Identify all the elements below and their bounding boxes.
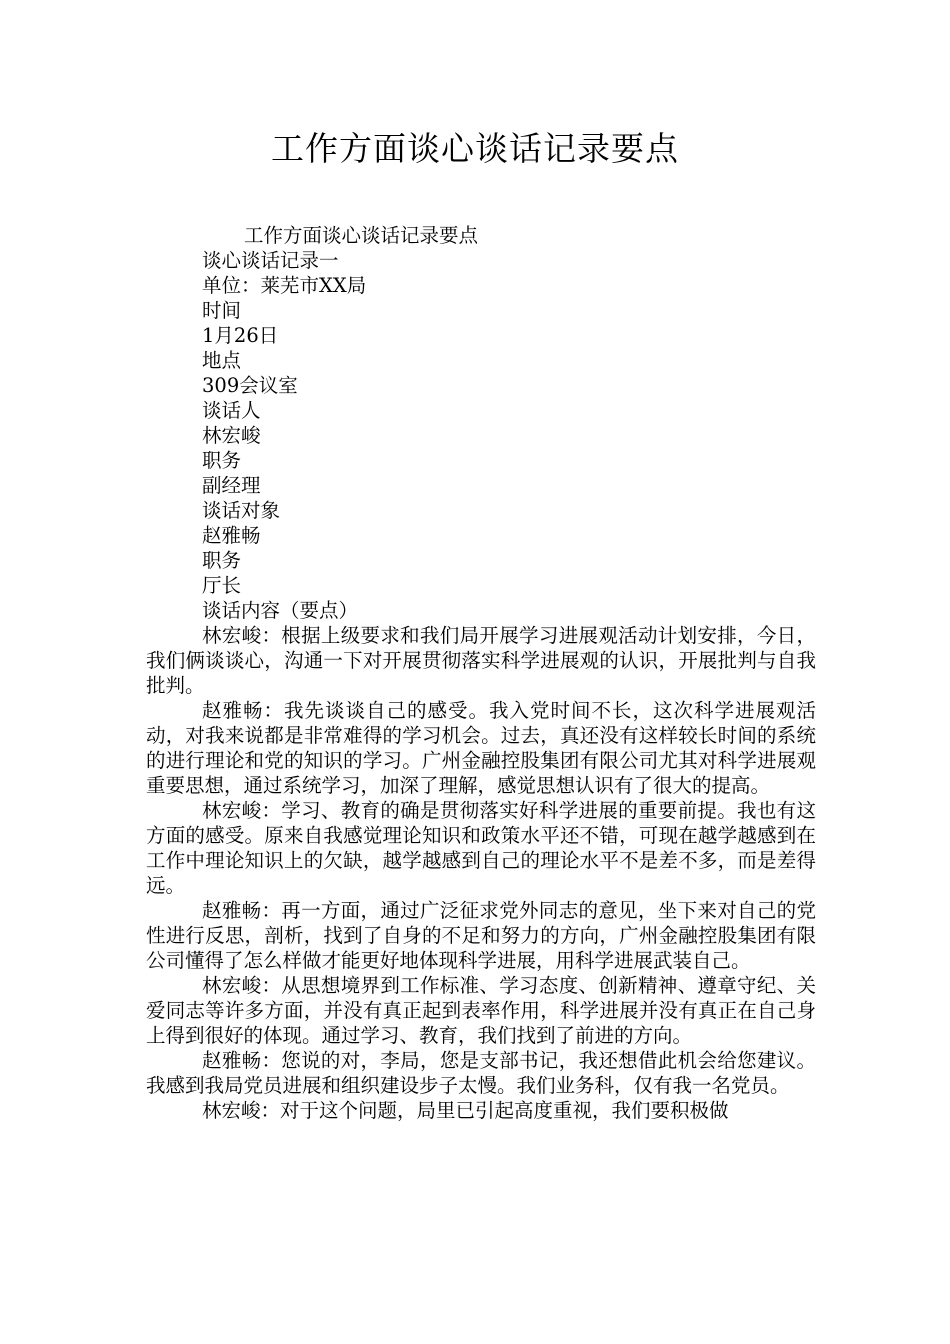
interviewer-position-value: 副经理 — [202, 474, 261, 497]
dialogue-paragraph: 林宏峻：学习、教育的确是贯彻落实好科学进展的重要前提。我也有这方面的感受。原来自我感觉理论知识和政策水平还不错，可现在越学越感到在工作中理论知识上的欠缺，越学越感到自己的理论水平不是差不多，而是差得远。 — [146, 799, 816, 897]
interviewer-position-label: 职务 — [202, 449, 242, 472]
interviewer-value: 林宏峻 — [202, 424, 261, 447]
location-value: 309会议室 — [202, 374, 298, 397]
dialogue-paragraph: 赵雅畅：您说的对，李局，您是支部书记，我还想借此机会给您建议。我感到我局党员进展和组织建设步子太慢。我们业务科，仅有我一名党员。 — [146, 1049, 816, 1097]
content-heading: 谈话内容（要点） — [202, 599, 359, 622]
interviewer-label: 谈话人 — [202, 399, 261, 422]
interviewee-position-value: 厅长 — [202, 574, 242, 597]
record-heading: 谈心谈话记录一 — [202, 249, 339, 272]
unit-field: 单位：莱芜市XX局 — [202, 274, 367, 297]
dialogue-paragraph: 林宏峻：根据上级要求和我们局开展学习进展观活动计划安排，今日，我们俩谈谈心，沟通一下对开展贯彻落实科学进展观的认识，开展批判与自我批判。 — [146, 624, 816, 697]
time-label: 时间 — [202, 299, 242, 322]
document-subtitle: 工作方面谈心谈话记录要点 — [244, 224, 479, 247]
document-body — [146, 223, 816, 1123]
document-title: 工作方面谈心谈话记录要点 — [271, 129, 679, 168]
dialogue-paragraph: 赵雅畅：再一方面，通过广泛征求党外同志的意见，坐下来对自己的党性进行反思，剖析，找到了自身的不足和努力的方向，广州金融控股集团有限公司懂得了怎么样做才能更好地体现科学进展，用科学进展武装自己。 — [146, 899, 816, 972]
interviewee-value: 赵雅畅 — [202, 524, 261, 547]
interviewee-position-label: 职务 — [202, 549, 242, 572]
location-label: 地点 — [202, 349, 242, 372]
time-value: 1月26日 — [202, 324, 279, 347]
dialogue-paragraph: 赵雅畅：我先谈谈自己的感受。我入党时间不长，这次科学进展观活动，对我来说都是非常难得的学习机会。过去，真还没有这样较长时间的系统的进行理论和党的知识的学习。广州金融控股集团有限公司尤其对科学进展观重要思想，通过系统学习，加深了理解，感觉思想认识有了很大的提高。 — [146, 699, 816, 797]
interviewee-label: 谈话对象 — [202, 499, 281, 522]
dialogue-paragraph: 林宏峻：从思想境界到工作标准、学习态度、创新精神、遵章守纪、关爱同志等许多方面，并没有真正起到表率作用，科学进展并没有真正在自己身上得到很好的体现。通过学习、教育，我们找到了前进的方向。 — [146, 974, 816, 1047]
dialogue-paragraph: 林宏峻：对于这个问题，局里已引起高度重视，我们要积极做 — [202, 1099, 729, 1122]
